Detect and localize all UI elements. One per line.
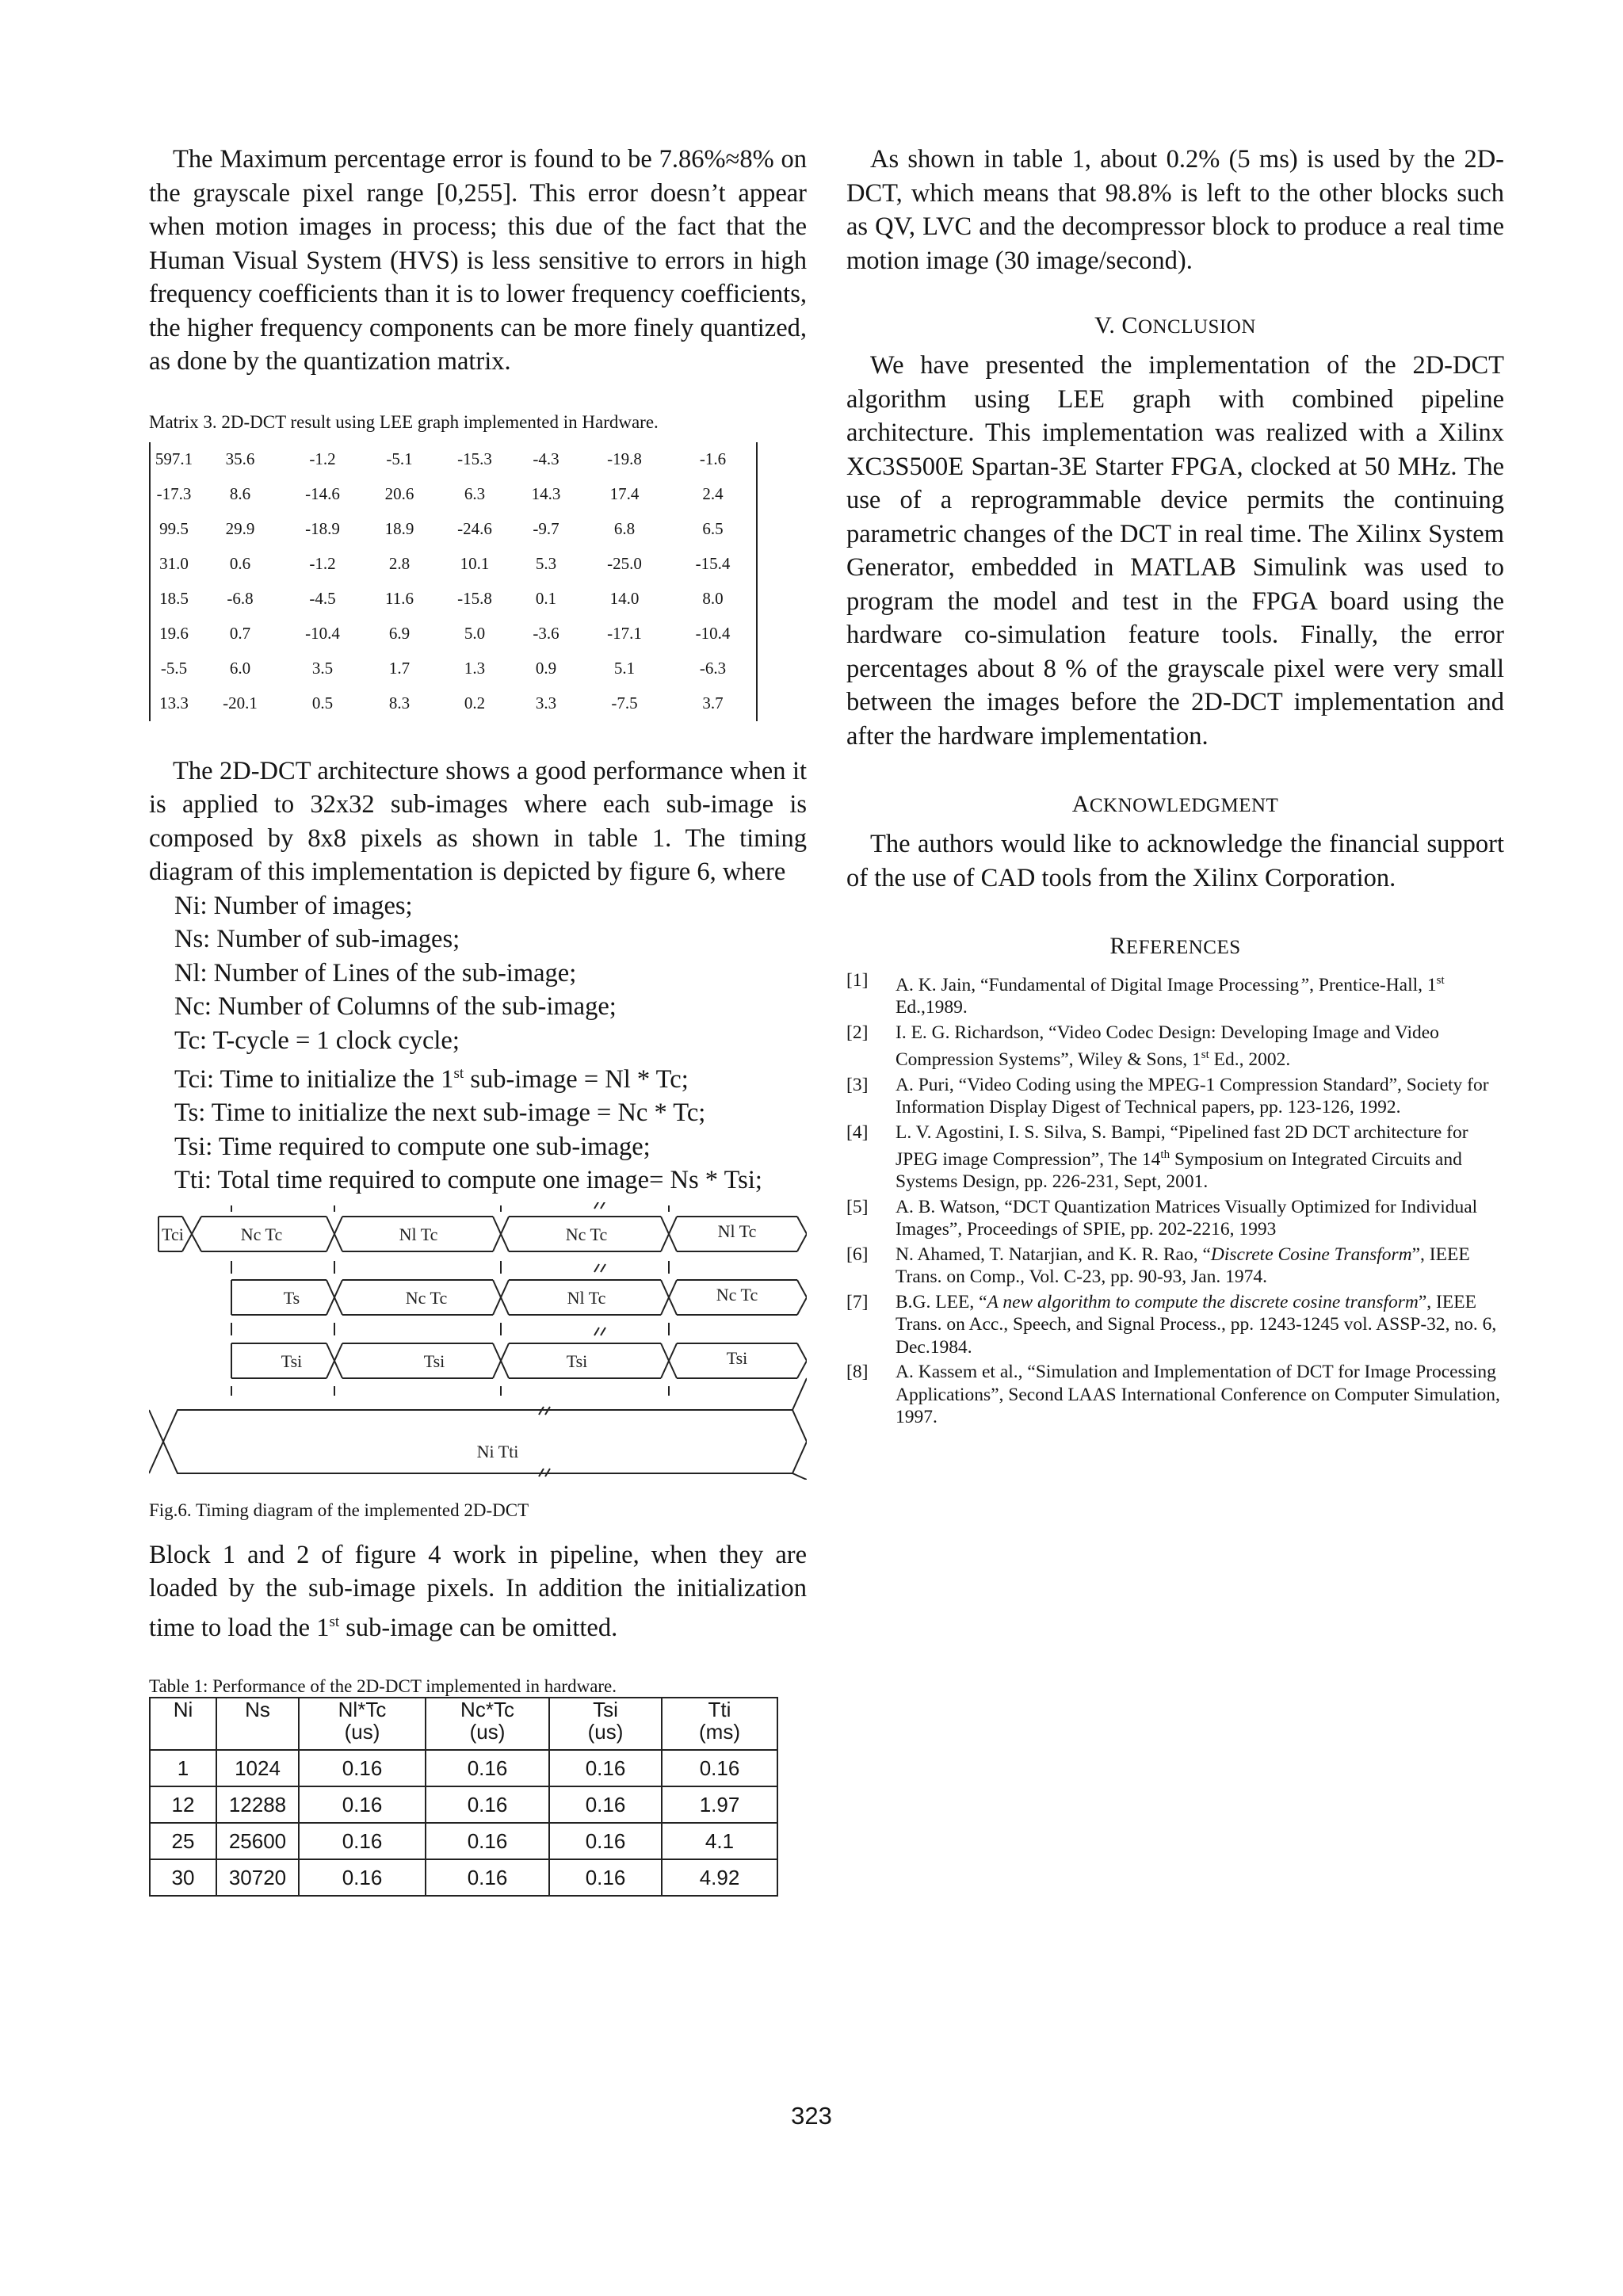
table-cell: 25600 [216, 1823, 299, 1859]
table-cell: 0.16 [549, 1823, 662, 1859]
timing-label: Nc Tc [240, 1224, 283, 1244]
matrix-cell: 14.0 [609, 589, 640, 608]
matrix-cell: -15.8 [457, 589, 492, 608]
section-heading-references: REFERENCES [1109, 933, 1241, 959]
matrix-cell: 31.0 [159, 554, 189, 573]
definition-nc: Nc: Number of Columns of the sub-image; [174, 992, 617, 1021]
matrix-cell: 0.5 [311, 693, 334, 712]
matrix-cell: -4.5 [309, 589, 336, 608]
paragraph-table-summary: As shown in table 1, about 0.2% (5 ms) is used by the 2D-DCT, which means that 98.8% is left to the other blocks such as QV, LVC and the decompressor block to produce a real time motion image (30 image/second). [846, 145, 1504, 275]
matrix-row [150, 477, 757, 512]
timing-label: Nl Tc [567, 1287, 606, 1308]
definition-tc: Tc: T-cycle = 1 clock cycle; [174, 1026, 460, 1055]
matrix-cell: 3.7 [702, 693, 724, 712]
matrix-cell: -5.1 [386, 449, 413, 468]
reference-item: [7] B.G. LEE, “A new algorithm to compute the discrete cosine transform”, IEEE Trans. on Acc., Speech, and Signal Process., pp. 1243-1245 vol. ASSP-32, no. 6, Dec.1984. [846, 1291, 1497, 1358]
timing-label: Nc Tc [405, 1287, 448, 1308]
matrix-cell: 99.5 [159, 519, 189, 538]
matrix-cell: 8.0 [702, 589, 724, 608]
timing-label: Tsi [423, 1350, 445, 1371]
table-cell: 12 [150, 1786, 216, 1823]
timing-label: Tci [162, 1224, 184, 1244]
performance-table [149, 1697, 778, 1897]
table-cell: 0.16 [299, 1786, 426, 1823]
matrix-row [150, 582, 757, 617]
left-column [149, 143, 807, 1897]
matrix-cell: -14.6 [305, 484, 340, 503]
matrix-cell: 597.1 [155, 449, 193, 468]
matrix-cell: 35.6 [225, 449, 255, 468]
table-cell: 0.16 [299, 1750, 426, 1786]
matrix-cell: 5.3 [535, 554, 557, 573]
reference-list [846, 969, 1504, 1429]
matrix-cell: -10.4 [305, 624, 340, 643]
matrix-caption: Matrix 3. 2D-DCT result using LEE graph implemented in Hardware. [149, 411, 659, 432]
matrix-cell: 10.1 [460, 554, 490, 573]
table-header-cell: Tsi (us) [549, 1698, 662, 1750]
matrix-cell: -3.6 [533, 624, 559, 643]
table-cell: 1024 [216, 1750, 299, 1786]
timing-row-4 [149, 1378, 807, 1480]
matrix-row [150, 442, 757, 477]
matrix-cell: -1.6 [699, 449, 727, 468]
timing-label: Ts [283, 1287, 300, 1308]
matrix-cell: -17.1 [607, 624, 642, 643]
matrix-cell: 5.1 [613, 659, 636, 678]
matrix-cell: 5.0 [464, 624, 486, 643]
right-column [846, 143, 1504, 1431]
matrix-cell: 8.6 [229, 484, 251, 503]
table-caption: Table 1: Performance of the 2D-DCT implemented in hardware. [149, 1676, 617, 1697]
reference-item: [8] A. Kassem et al., “Simulation and Implementation of DCT for Image Processing Applications”, Second LAAS International Conference on Computer Simulation, 1997. [846, 1362, 1500, 1428]
matrix-cell: -17.3 [156, 484, 192, 503]
matrix-cell: -19.8 [607, 449, 642, 468]
matrix-row [150, 617, 757, 651]
matrix-cell: 3.5 [311, 659, 334, 678]
timing-label: Tsi [726, 1347, 748, 1368]
timing-label: Tsi [281, 1350, 303, 1371]
table-cell: 0.16 [549, 1786, 662, 1823]
matrix-cell: 6.8 [613, 519, 636, 538]
timing-label: Ni Tti [476, 1441, 519, 1461]
matrix-cell: -10.4 [695, 624, 731, 643]
table-row [150, 1786, 777, 1823]
matrix-cell: 6.3 [464, 484, 486, 503]
paragraph-max-error: The Maximum percentage error is found to be 7.86%≈8% on the grayscale pixel range [0,255]. This error doesn’t appear when motion images in process; this due of the fact that the Human Visual System (HVS) is less sensitive to errors in high frequency coefficients than it is to lower frequency coefficients, the higher frequency components can be more finely quantized, as done by the quantization matrix. [149, 145, 807, 376]
matrix-cell: -5.5 [160, 659, 188, 678]
matrix-cell: 11.6 [385, 589, 414, 608]
matrix-cell: 18.9 [384, 519, 414, 538]
matrix-cell: -15.4 [695, 554, 731, 573]
paragraph-conclusion: We have presented the implementation of the 2D-DCT algorithm using LEE graph with combined pipeline architecture. This implementation was realized with a Xilinx XC3S500E Spartan-3E Starter FPGA, clocked at 50 MHz. The use of a reprogrammable device permits the continuing parametric changes of the DCT in real time. The Xilinx System Generator, embedded in MATLAB Simulink was used to program the model and test in the FPGA board using the hardware co-simulation feature tools. Finally, the error percentages about 8 % of the grayscale pixel were very small between the images before the 2D-DCT implementation and after the hardware implementation. [846, 351, 1504, 751]
matrix-cell: -6.8 [227, 589, 254, 608]
matrix-row [150, 547, 757, 582]
table-cell: 30720 [216, 1859, 299, 1896]
timing-diagram [149, 1202, 807, 1480]
matrix-cell: -9.7 [533, 519, 559, 538]
table-cell: 12288 [216, 1786, 299, 1823]
timing-label: Nl Tc [717, 1221, 757, 1241]
figure-caption: Fig.6. Timing diagram of the implemented 2D-DCT [149, 1499, 529, 1520]
matrix-cell: -20.1 [223, 693, 258, 712]
timing-label: Nc Tc [716, 1284, 758, 1305]
table-row [150, 1859, 777, 1896]
matrix-cell: 14.3 [531, 484, 561, 503]
matrix-cell: -15.3 [457, 449, 492, 468]
table-cell: 30 [150, 1859, 216, 1896]
matrix-cell: 6.9 [388, 624, 411, 643]
matrix-cell: -7.5 [611, 693, 638, 712]
table-cell: 0.16 [426, 1786, 549, 1823]
matrix-row [150, 686, 757, 721]
table-cell: 4.92 [662, 1859, 777, 1896]
definition-ns: Ns: Number of sub-images; [174, 925, 460, 953]
table-cell: 4.1 [662, 1823, 777, 1859]
matrix-cell: 29.9 [225, 519, 255, 538]
matrix-cell: -4.3 [533, 449, 559, 468]
matrix-cell: 20.6 [384, 484, 414, 503]
matrix-cell: -25.0 [607, 554, 642, 573]
table-cell: 1.97 [662, 1786, 777, 1823]
definition-tti: Tti: Total time required to compute one image= Ns * Tsi; [174, 1166, 762, 1195]
matrix-cell: 0.2 [464, 693, 486, 712]
reference-item: [1] A. K. Jain, “Fundamental of Digital Image Processing”, Prentice-Hall, 1st Ed.,1989. [846, 970, 1445, 1018]
table-cell: 0.16 [426, 1750, 549, 1786]
timing-row-1 [158, 1217, 807, 1251]
matrix-cell: -24.6 [457, 519, 492, 538]
table-cell: 0.16 [549, 1859, 662, 1896]
matrix-cell: 0.9 [535, 659, 557, 678]
matrix-cell: 2.8 [388, 554, 411, 573]
paragraph-acknowledgment: The authors would like to acknowledge the financial support of the use of CAD tools from the Xilinx Corporation. [846, 830, 1504, 892]
definitions-list [149, 889, 807, 1198]
table-cell: 25 [150, 1823, 216, 1859]
section-heading-acknowledgment: ACKNOWLEDGMENT [1071, 791, 1279, 817]
reference-item: [4] L. V. Agostini, I. S. Silva, S. Bampi, “Pipelined fast 2D DCT architecture for JPEG image Compression”, The 14th Symposium on Integrated Circuits and Systems Design, pp. 226-231, Sept, 2001. [846, 1121, 1468, 1193]
timing-row-2 [231, 1280, 807, 1315]
matrix-cell: 1.3 [464, 659, 486, 678]
timing-label: Tsi [566, 1350, 588, 1371]
section-heading-conclusion: V. CONCLUSION [1094, 312, 1256, 338]
table-header-cell: Ns [216, 1698, 299, 1750]
matrix-cell: 2.4 [702, 484, 724, 503]
table-header-cell: Nl*Tc (us) [299, 1698, 426, 1750]
page-number: 323 [791, 2102, 832, 2130]
matrix-cell: 0.1 [535, 589, 557, 608]
matrix-cell: -1.2 [309, 449, 336, 468]
table-cell: 0.16 [426, 1823, 549, 1859]
table-cell: 0.16 [299, 1859, 426, 1896]
table-header-cell: Tti (ms) [662, 1698, 777, 1750]
timing-label: Nl Tc [399, 1224, 438, 1244]
matrix-cell: 0.6 [229, 554, 251, 573]
matrix-cell: 8.3 [388, 693, 411, 712]
timing-label: Nc Tc [565, 1224, 608, 1244]
table-cell: 1 [150, 1750, 216, 1786]
matrix-cell: -18.9 [305, 519, 340, 538]
matrix-cell: 0.7 [229, 624, 251, 643]
matrix-cell: -1.2 [309, 554, 336, 573]
table-header-cell: Ni [150, 1698, 216, 1750]
matrix-cell: 18.5 [159, 589, 189, 608]
matrix-cell: -6.3 [699, 659, 727, 678]
table-cell: 0.16 [549, 1750, 662, 1786]
reference-item: [3] A. Puri, “Video Coding using the MPEG-1 Compression Standard”, Society for Information Display Digest of Technical papers, pp. 123-126, 1992. [846, 1074, 1489, 1118]
definition-tci: Tci: Time to initialize the 1st sub-image = Nl * Tc; [174, 1064, 689, 1094]
reference-item: [5] A. B. Watson, “DCT Quantization Matrices Visually Optimized for Individual Images”, Proceedings of SPIE, pp. 202-2216, 1993 [846, 1196, 1478, 1240]
definition-ni: Ni: Number of images; [174, 891, 413, 920]
definition-nl: Nl: Number of Lines of the sub-image; [174, 958, 577, 988]
matrix-cell: 6.0 [229, 659, 251, 678]
timing-row-3 [231, 1343, 807, 1378]
definition-ts: Ts: Time to initialize the next sub-image = Nc * Tc; [174, 1098, 706, 1128]
matrix-row [150, 651, 757, 686]
matrix-row [150, 512, 757, 547]
table-cell: 0.16 [299, 1823, 426, 1859]
paragraph-pipeline: Block 1 and 2 of figure 4 work in pipeline, when they are loaded by the sub-image pixels. In addition the initialization time to load the 1st sub-image can be omitted. [149, 1540, 807, 1642]
matrix-cell: 13.3 [159, 693, 189, 712]
table-header-row [150, 1698, 777, 1750]
matrix-cell: 19.6 [159, 624, 189, 643]
matrix-cell: 1.7 [388, 659, 411, 678]
matrix-cell: 17.4 [609, 484, 640, 503]
reference-item: [6] N. Ahamed, T. Natarjian, and K. R. Rao, “Discrete Cosine Transform”, IEEE Trans. on Comp., Vol. C-23, pp. 90-93, Jan. 1974. [846, 1244, 1470, 1288]
table-header-cell: Nc*Tc (us) [426, 1698, 549, 1750]
definition-tsi: Tsi: Time required to compute one sub-image; [174, 1132, 651, 1161]
table-cell: 0.16 [662, 1750, 777, 1786]
table-row [150, 1823, 777, 1859]
dct-result-matrix [149, 442, 758, 721]
matrix-cell: 3.3 [535, 693, 557, 712]
matrix-cell: 6.5 [702, 519, 724, 538]
paragraph-architecture: The 2D-DCT architecture shows a good performance when it is applied to 32x32 sub-images where each sub-image is composed by 8x8 pixels as shown in table 1. The timing diagram of this implementation is depicted by figure 6, where [149, 756, 807, 886]
table-cell: 0.16 [426, 1859, 549, 1896]
reference-item: [2] I. E. G. Richardson, “Video Codec Design: Developing Image and Video Compression Systems”, Wiley & Sons, 1st Ed., 2002. [846, 1022, 1439, 1071]
table-row [150, 1750, 777, 1786]
